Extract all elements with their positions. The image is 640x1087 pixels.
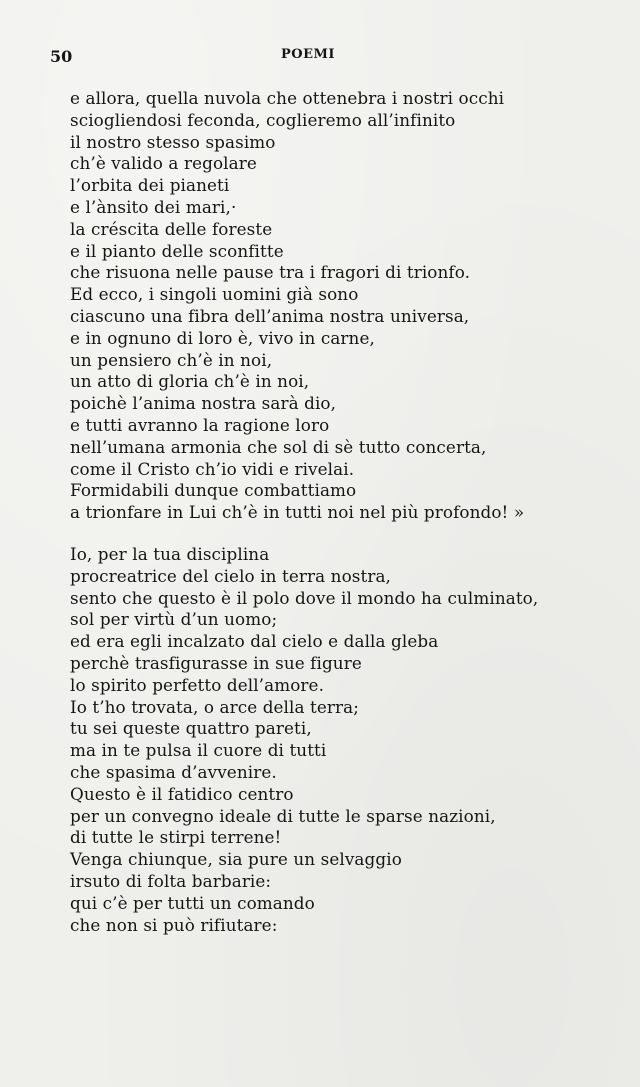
- verse-line: tu sei queste quattro pareti,: [70, 718, 312, 739]
- verse-line: Formidabili dunque combattiamo: [70, 480, 357, 501]
- verse-line: ciascuno una fibra dell’anima nostra universa,: [70, 305, 470, 326]
- verse-line: irsuto di folta barbarie:: [70, 870, 272, 891]
- verse-line: nell’umana armonia che sol di sè tutto concerta,: [70, 436, 487, 457]
- verse-line: l’orbita dei pianeti: [70, 175, 230, 196]
- verse-line: la créscita delle foreste: [70, 218, 273, 239]
- verse-line: Questo è il fatidico centro: [70, 783, 294, 804]
- verse-line: per un convegno ideale di tutte le sparse nazioni,: [70, 805, 496, 826]
- verse-line: Ed ecco, i singoli uomini già sono: [70, 284, 359, 305]
- verse-line: qui c’è per tutti un comando: [70, 892, 315, 913]
- verse-line: il nostro stesso spasimo: [70, 131, 276, 152]
- page-number: 50: [50, 47, 73, 66]
- verse-line: Venga chiunque, sia pure un selvaggio: [70, 849, 402, 870]
- verse-line: che non si può rifiutare:: [70, 914, 278, 935]
- verse-line: ed era egli incalzato dal cielo e dalla gleba: [70, 631, 439, 652]
- verse-line: procreatrice del cielo in terra nostra,: [70, 565, 391, 586]
- running-head: POEMI: [281, 47, 335, 62]
- verse-line: Io t’ho trovata, o arce della terra;: [70, 696, 360, 717]
- verse-line: perchè trasfigurasse in sue figure: [70, 652, 362, 673]
- verse-line: e l’ànsito dei mari,·: [70, 196, 237, 217]
- verse-line: lo spirito perfetto dell’amore.: [70, 674, 325, 695]
- verse-line: un pensiero ch’è in noi,: [70, 349, 273, 370]
- verse-line: sciogliendosi feconda, coglieremo all’infinito: [70, 109, 456, 130]
- verse-line: ch’è valido a regolare: [70, 153, 257, 174]
- verse-line: e allora, quella nuvola che ottenebra i nostri occhi: [70, 88, 505, 108]
- verse-line: che risuona nelle pause tra i fragori di trionfo.: [70, 262, 471, 283]
- verse-line: sol per virtù d’un uomo;: [70, 609, 278, 630]
- stanza-2: [70, 544, 630, 936]
- verse-line: e in ognuno di loro è, vivo in carne,: [70, 327, 375, 348]
- verse-line: e il pianto delle sconfitte: [70, 240, 284, 261]
- verse-line: come il Cristo ch’io vidi e rivelai.: [70, 458, 355, 479]
- verse-line: sento che questo è il polo dove il mondo ha culminato,: [70, 587, 539, 608]
- verse-line: a trionfare in Lui ch’è in tutti noi nel più profondo! »: [70, 502, 525, 523]
- verse-line: che spasima d’avvenire.: [70, 761, 277, 782]
- verse-line: di tutte le stirpi terrene!: [70, 827, 282, 848]
- verse-line: poichè l’anima nostra sarà dio,: [70, 393, 337, 414]
- verse-line: un atto di gloria ch’è in noi,: [70, 371, 310, 392]
- verse-line: Io, per la tua disciplina: [70, 544, 270, 564]
- verse-line: e tutti avranno la ragione loro: [70, 414, 330, 435]
- stanza-1: [70, 88, 630, 524]
- verse-line: ma in te pulsa il cuore di tutti: [70, 740, 327, 761]
